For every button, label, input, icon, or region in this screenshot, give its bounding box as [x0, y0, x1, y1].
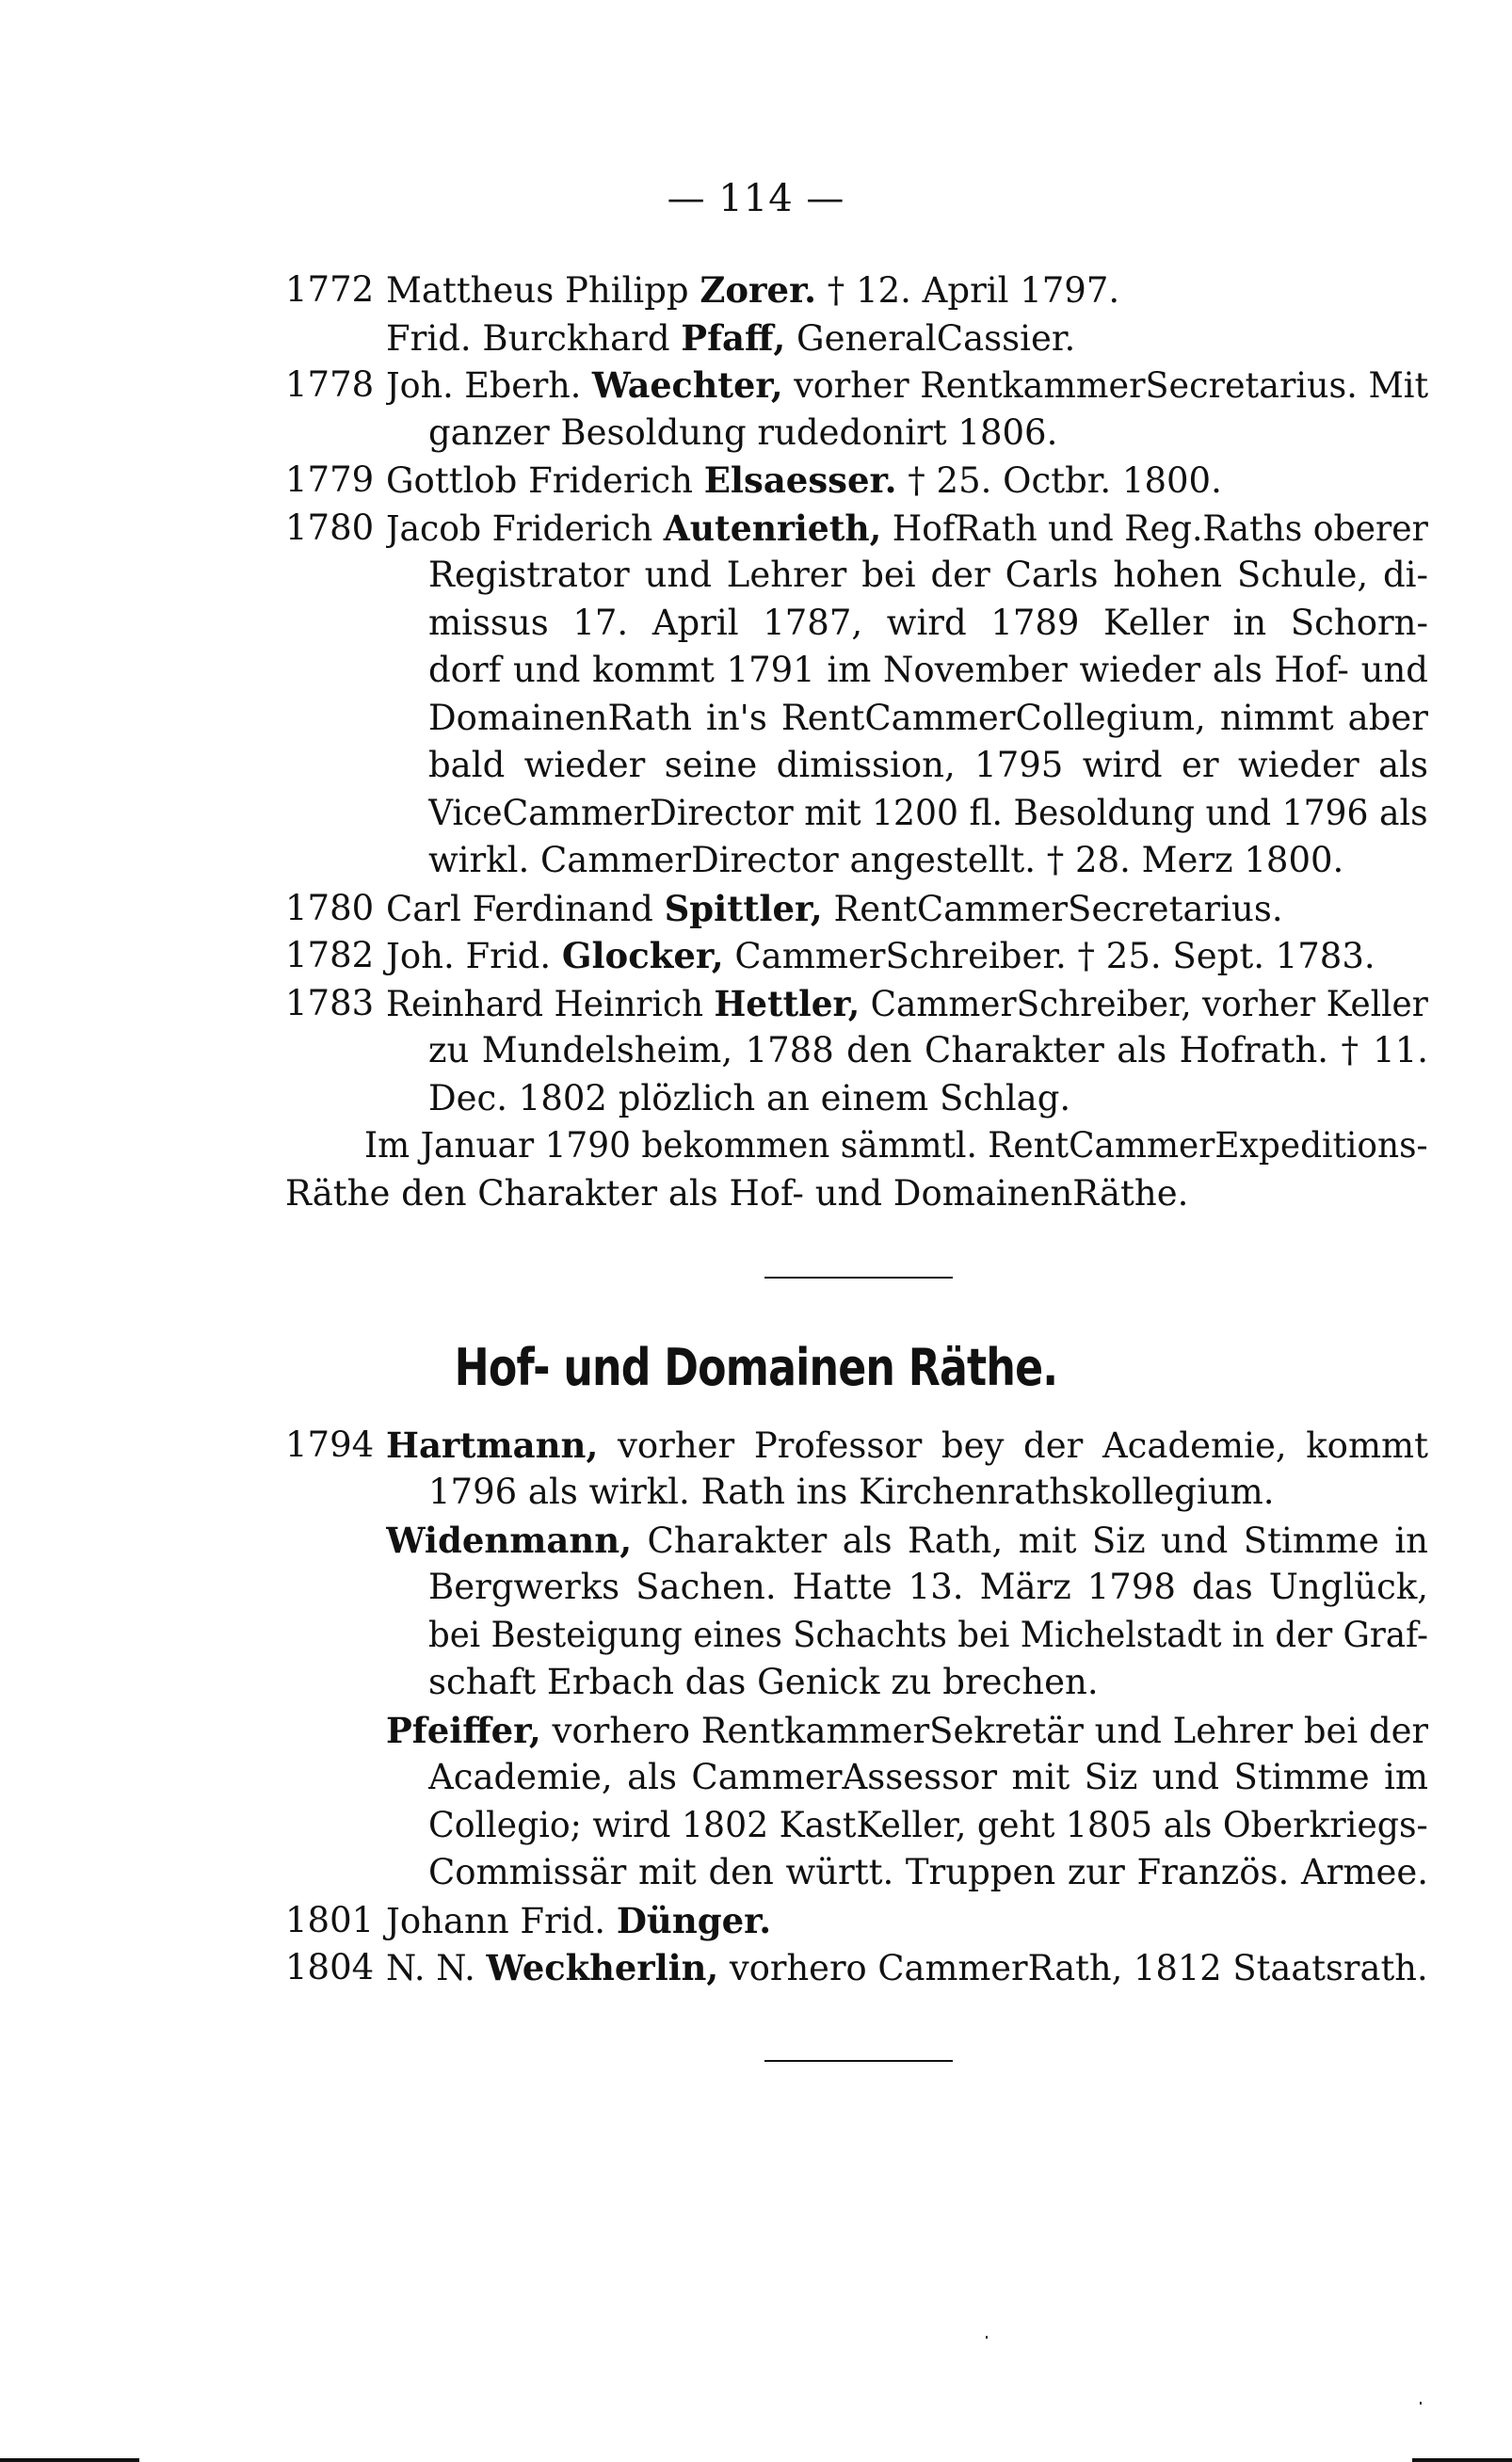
text-line: [428, 410, 1057, 457]
entry-text: Frid. Burckhard: [386, 318, 682, 359]
entry-year: 1783: [285, 983, 375, 1023]
entry-year: 1779: [285, 459, 375, 500]
section-divider-end: [764, 2060, 953, 2062]
entry-text: Charakter als Rath, mit Siz und Stimme in: [632, 1521, 1428, 1561]
entry-text: Commissär mit den württ. Truppen zur Französ. Armee.: [428, 1852, 1428, 1892]
entry-text: Jacob Friderich: [386, 508, 664, 549]
entry-text: missus 17. April 1787, wird 1789 Keller in Schorn-: [428, 603, 1428, 643]
entry-text: dorf und kommt 1791 im November wieder als Hof- und: [428, 650, 1428, 690]
text-line: [428, 837, 1343, 884]
entry-text: Carl Ferdinand: [386, 889, 665, 929]
entry-text: vorhero CammerRath, 1812 Staatsrath.: [718, 1948, 1428, 1988]
entry-text: Collegio; wird 1802 KastKeller, geht 1805 als Oberkriegs-: [428, 1805, 1428, 1845]
text-line: [428, 552, 1428, 599]
entry-text: Registrator und Lehrer bei der Carls hohen Schule, di-: [428, 555, 1428, 595]
text-line: [428, 695, 1428, 742]
section-divider: [764, 1277, 953, 1279]
person-name: Spittler,: [664, 888, 823, 929]
entry-text: schaft Erbach das Genick zu brechen.: [428, 1662, 1099, 1702]
entry-text: Reinhard Heinrich: [386, 984, 715, 1024]
entry-year: 1801: [285, 1900, 375, 1940]
text-line: [428, 742, 1428, 789]
entry-text: ViceCammerDirector mit 1200 fl. Besoldung und 1796 als: [428, 793, 1428, 833]
entry-text: N. N.: [386, 1948, 487, 1988]
person-name: Dünger.: [616, 1900, 772, 1941]
text-line: [386, 1944, 1428, 1991]
entry-text: Joh. Frid.: [386, 936, 562, 976]
entry-text: Räthe den Charakter als Hof- und DomainenRäthe.: [285, 1173, 1189, 1214]
entry-year: 1804: [285, 1947, 375, 1987]
entry-text: Mattheus Philipp: [386, 270, 700, 311]
section-heading: Hof- und Domainen Räthe.: [454, 1338, 1058, 1397]
text-line: [386, 1707, 1428, 1754]
text-line: [428, 1027, 1428, 1074]
text-line: [386, 266, 1119, 314]
text-line: [428, 1802, 1428, 1849]
text-line: [428, 1754, 1428, 1801]
entry-text: CammerSchreiber, vorher Keller: [860, 984, 1428, 1024]
text-line: [386, 1517, 1428, 1564]
text-line: [428, 1075, 1070, 1122]
text-line: [428, 1849, 1428, 1896]
person-name: Glocker,: [561, 935, 724, 976]
text-line: [386, 362, 1428, 409]
page-number: — 114 —: [667, 177, 845, 220]
entry-year: 1772: [285, 269, 375, 310]
entry-text: bald wieder seine dimission, 1795 wird er wieder als: [428, 745, 1428, 785]
entry-text: Gottlob Friderich: [386, 460, 704, 501]
text-line: [386, 1897, 771, 1944]
entry-year: 1780: [285, 888, 375, 928]
text-line: [428, 600, 1428, 647]
text-line: [428, 1564, 1428, 1611]
person-name: Weckherlin,: [486, 1947, 719, 1988]
text-line: [386, 457, 1222, 504]
scan-edge-left: [0, 2458, 139, 2462]
person-name: Elsaesser.: [703, 459, 897, 501]
entry-year: 1778: [285, 364, 375, 405]
entry-text: vorhero RentkammerSekretär und Lehrer bei der: [540, 1711, 1428, 1751]
entry-text: Johann Frid.: [386, 1901, 617, 1941]
text-line: [428, 647, 1428, 694]
text-line: [386, 980, 1428, 1027]
entry-text: vorher Professor bey der Academie, kommt: [598, 1425, 1428, 1466]
text-line: [428, 1659, 1099, 1706]
text-line: [386, 932, 1375, 979]
person-name: Pfaff,: [681, 317, 786, 359]
text-line: [386, 314, 1075, 362]
entry-text: Joh. Eberh.: [386, 365, 592, 406]
entry-text: Im Januar 1790 bekommen sämmtl. RentCammerExpeditions-: [364, 1125, 1428, 1166]
text-line: [386, 885, 1283, 932]
text-line: [428, 790, 1428, 837]
text-line: [428, 1469, 1275, 1516]
person-name: Widenmann,: [386, 1520, 633, 1561]
entry-text: bei Besteigung eines Schachts bei Michelstadt in der Graf-: [428, 1615, 1428, 1655]
person-name: Pfeiffer,: [386, 1710, 541, 1751]
entry-text: zu Mundelsheim, 1788 den Charakter als Hofrath. † 11.: [428, 1030, 1428, 1070]
scan-speck: [1420, 2402, 1422, 2405]
person-name: Hartmann,: [386, 1424, 599, 1466]
text-line: [285, 1170, 1188, 1217]
text-line: [386, 1422, 1428, 1469]
scan-edge-right: [1412, 2458, 1512, 2462]
entry-text: CammerSchreiber. † 25. Sept. 1783.: [723, 936, 1375, 976]
entry-text: HofRath und Reg.Raths oberer: [881, 508, 1428, 549]
entry-text: RentCammerSecretarius.: [822, 889, 1283, 929]
entry-year: 1780: [285, 507, 375, 548]
entry-text: 1796 als wirkl. Rath ins Kirchenrathskollegium.: [428, 1472, 1275, 1512]
entry-text: † 12. April 1797.: [816, 270, 1120, 311]
person-name: Waechter,: [591, 364, 783, 406]
entry-text: ganzer Besoldung rudedonirt 1806.: [428, 412, 1058, 453]
entry-text: vorher RentkammerSecretarius. Mit: [782, 365, 1428, 406]
scan-speck: [986, 2336, 988, 2339]
entry-year: 1782: [285, 935, 375, 975]
entry-text: Dec. 1802 plözlich an einem Schlag.: [428, 1078, 1071, 1118]
entry-year: 1794: [285, 1424, 375, 1465]
person-name: Hettler,: [714, 983, 861, 1024]
entry-text: Bergwerks Sachen. Hatte 13. März 1798 das Unglück,: [428, 1567, 1428, 1607]
entry-text: wirkl. CammerDirector angestellt. † 28. Merz 1800.: [428, 840, 1344, 880]
entry-text: Academie, als CammerAssessor mit Siz und Stimme im: [428, 1757, 1428, 1797]
text-line: [386, 505, 1428, 552]
person-name: Autenrieth,: [663, 507, 882, 549]
text-line: [364, 1122, 1428, 1169]
entry-text: GeneralCassier.: [785, 318, 1076, 359]
entry-text: † 25. Octbr. 1800.: [896, 460, 1222, 501]
text-line: [428, 1612, 1428, 1659]
person-name: Zorer.: [700, 269, 817, 311]
entry-text: DomainenRath in's RentCammerCollegium, nimmt aber: [428, 698, 1428, 738]
